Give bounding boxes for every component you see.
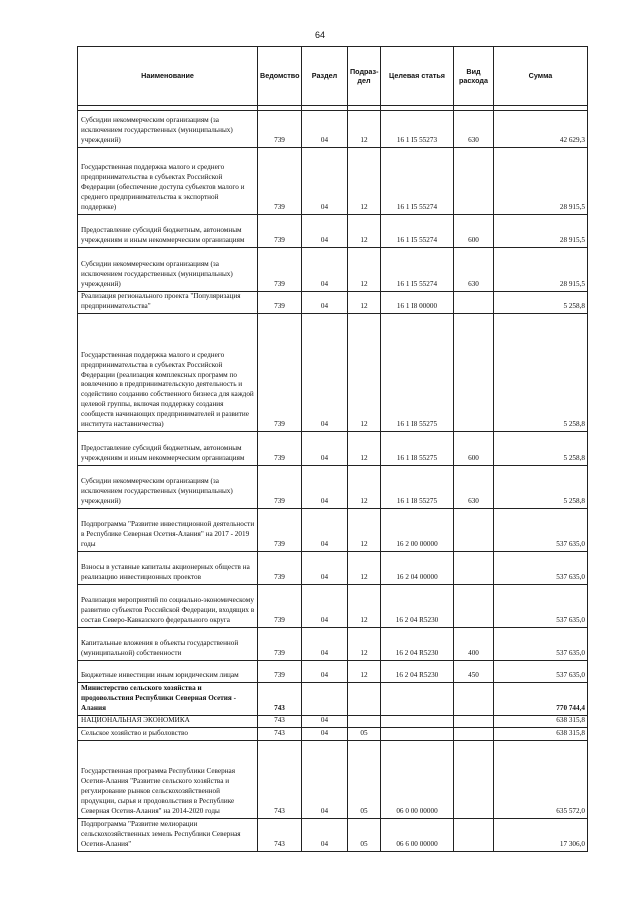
header-name: Наименование bbox=[78, 47, 258, 106]
cell-target-article: 16 1 I8 55275 bbox=[381, 432, 454, 466]
cell-sum: 5 258,8 bbox=[494, 432, 588, 466]
cell-target-article: 16 1 I5 55274 bbox=[381, 215, 454, 248]
cell-vedomstvo: 739 bbox=[258, 292, 302, 314]
cell-sum: 537 635,0 bbox=[494, 628, 588, 661]
cell-vedomstvo: 739 bbox=[258, 466, 302, 509]
table-row bbox=[78, 552, 588, 585]
cell-vedomstvo: 743 bbox=[258, 716, 302, 728]
table-row bbox=[78, 819, 588, 852]
cell-podrazdel: 05 bbox=[348, 728, 381, 741]
cell-vedomstvo: 739 bbox=[258, 314, 302, 432]
table-row bbox=[78, 148, 588, 215]
cell-expense-type bbox=[454, 585, 494, 628]
cell-sum: 537 635,0 bbox=[494, 585, 588, 628]
cell-podrazdel: 12 bbox=[348, 509, 381, 552]
cell-podrazdel: 12 bbox=[348, 432, 381, 466]
cell-expense-type: 630 bbox=[454, 248, 494, 292]
cell-expense-type: 600 bbox=[454, 432, 494, 466]
cell-sum: 17 306,0 bbox=[494, 819, 588, 852]
cell-vedomstvo: 739 bbox=[258, 432, 302, 466]
cell-podrazdel: 12 bbox=[348, 585, 381, 628]
table-row bbox=[78, 466, 588, 509]
cell-sum: 5 258,8 bbox=[494, 466, 588, 509]
cell-vedomstvo: 739 bbox=[258, 111, 302, 148]
cell-expense-type: 630 bbox=[454, 466, 494, 509]
cell-target-article bbox=[381, 683, 454, 716]
cell-vedomstvo: 739 bbox=[258, 148, 302, 215]
cell-expense-type bbox=[454, 314, 494, 432]
cell-vedomstvo: 739 bbox=[258, 661, 302, 683]
cell-name: Предоставление субсидий бюджетным, автономным учреждениям и иным некоммерческим организациям bbox=[78, 215, 258, 248]
cell-expense-type bbox=[454, 148, 494, 215]
cell-podrazdel: 05 bbox=[348, 819, 381, 852]
cell-name: Подпрограмма "Развитие инвестиционной деятельности в Республике Северная Осетия-Алания" на 2017 - 2019 годы bbox=[78, 509, 258, 552]
cell-sum: 638 315,8 bbox=[494, 716, 588, 728]
cell-name: Министерство сельского хозяйства и продовольствия Республики Северная Осетия - Алания bbox=[78, 683, 258, 716]
cell-name: Государственная программа Республики Северная Осетия-Алания "Развитие сельского хозяйства и регулирование рынков сельскохозяйственной продукции, сырья и продовольствия в Республике Северная Осетия-Алания" на 2014-2020 годы bbox=[78, 741, 258, 819]
cell-sum: 5 258,8 bbox=[494, 314, 588, 432]
header-target-article: Целевая статья bbox=[381, 47, 454, 106]
cell-podrazdel: 12 bbox=[348, 466, 381, 509]
cell-razdel: 04 bbox=[302, 314, 348, 432]
header-vedomstvo: Ведомство bbox=[258, 47, 302, 106]
cell-vedomstvo: 739 bbox=[258, 509, 302, 552]
cell-expense-type bbox=[454, 552, 494, 585]
cell-vedomstvo: 739 bbox=[258, 628, 302, 661]
cell-razdel bbox=[302, 683, 348, 716]
cell-expense-type bbox=[454, 716, 494, 728]
cell-expense-type bbox=[454, 741, 494, 819]
cell-vedomstvo: 739 bbox=[258, 248, 302, 292]
header-sum: Сумма bbox=[494, 47, 588, 106]
cell-name: Подпрограмма "Развитие мелиорации сельскохозяйственных земель Республики Северная Осетия-Алания" bbox=[78, 819, 258, 852]
cell-razdel: 04 bbox=[302, 728, 348, 741]
cell-vedomstvo: 743 bbox=[258, 741, 302, 819]
cell-target-article: 06 0 00 00000 bbox=[381, 741, 454, 819]
cell-podrazdel: 05 bbox=[348, 741, 381, 819]
cell-target-article: 16 1 I8 55275 bbox=[381, 314, 454, 432]
table-body bbox=[78, 111, 588, 852]
table-row bbox=[78, 314, 588, 432]
cell-razdel: 04 bbox=[302, 248, 348, 292]
header-expense-type: Вид расхода bbox=[454, 47, 494, 106]
cell-expense-type bbox=[454, 728, 494, 741]
table-row bbox=[78, 215, 588, 248]
cell-sum: 42 629,3 bbox=[494, 111, 588, 148]
cell-target-article: 16 1 I5 55274 bbox=[381, 148, 454, 215]
cell-name: Субсидии некоммерческим организациям (за исключением государственных (муниципальных) учреждений) bbox=[78, 248, 258, 292]
cell-razdel: 04 bbox=[302, 509, 348, 552]
cell-name: Бюджетные инвестиции иным юридическим лицам bbox=[78, 661, 258, 683]
cell-expense-type bbox=[454, 292, 494, 314]
cell-sum: 537 635,0 bbox=[494, 552, 588, 585]
cell-podrazdel: 12 bbox=[348, 148, 381, 215]
table-row bbox=[78, 716, 588, 728]
cell-name: Субсидии некоммерческим организациям (за исключением государственных (муниципальных) учреждений) bbox=[78, 111, 258, 148]
table-row bbox=[78, 432, 588, 466]
cell-name: Государственная поддержка малого и среднего предпринимательства в субъектах Российской Федерации (обеспечение доступа субъектов малого и среднего предпринимательства к экспортной поддержке) bbox=[78, 148, 258, 215]
cell-target-article: 16 2 04 R5230 bbox=[381, 628, 454, 661]
cell-razdel: 04 bbox=[302, 819, 348, 852]
cell-name: Предоставление субсидий бюджетным, автономным учреждениям и иным некоммерческим организациям bbox=[78, 432, 258, 466]
cell-name: Взносы в уставные капиталы акционерных обществ на реализацию инвестиционных проектов bbox=[78, 552, 258, 585]
cell-expense-type: 400 bbox=[454, 628, 494, 661]
cell-podrazdel bbox=[348, 683, 381, 716]
cell-vedomstvo: 743 bbox=[258, 819, 302, 852]
cell-target-article: 16 1 I5 55274 bbox=[381, 248, 454, 292]
cell-expense-type bbox=[454, 683, 494, 716]
cell-sum: 537 635,0 bbox=[494, 509, 588, 552]
cell-sum: 28 915,5 bbox=[494, 248, 588, 292]
table-row bbox=[78, 628, 588, 661]
cell-razdel: 04 bbox=[302, 628, 348, 661]
table-row bbox=[78, 585, 588, 628]
cell-name: Капитальные вложения в объекты государственной (муниципальной) собственности bbox=[78, 628, 258, 661]
table-row bbox=[78, 292, 588, 314]
cell-expense-type: 600 bbox=[454, 215, 494, 248]
cell-expense-type: 630 bbox=[454, 111, 494, 148]
cell-name: Реализация регионального проекта "Популяризация предпринимательства" bbox=[78, 292, 258, 314]
cell-razdel: 04 bbox=[302, 466, 348, 509]
cell-vedomstvo: 743 bbox=[258, 683, 302, 716]
cell-sum: 770 744,4 bbox=[494, 683, 588, 716]
budget-table bbox=[77, 46, 588, 852]
cell-podrazdel: 12 bbox=[348, 248, 381, 292]
cell-target-article: 16 1 I8 55275 bbox=[381, 466, 454, 509]
cell-sum: 5 258,8 bbox=[494, 292, 588, 314]
cell-target-article: 16 1 I8 00000 bbox=[381, 292, 454, 314]
cell-target-article: 06 6 00 00000 bbox=[381, 819, 454, 852]
cell-podrazdel: 12 bbox=[348, 215, 381, 248]
cell-expense-type: 450 bbox=[454, 661, 494, 683]
header-podrazdel: Подраз-дел bbox=[348, 47, 381, 106]
cell-razdel: 04 bbox=[302, 432, 348, 466]
cell-target-article bbox=[381, 716, 454, 728]
table-row bbox=[78, 728, 588, 741]
cell-podrazdel: 12 bbox=[348, 292, 381, 314]
cell-podrazdel: 12 bbox=[348, 111, 381, 148]
cell-name: Реализация мероприятий по социально-экономическому развитию субъектов Российской Федерации, входящих в состав Северо-Кавказского федерального округа bbox=[78, 585, 258, 628]
cell-razdel: 04 bbox=[302, 292, 348, 314]
cell-target-article: 16 1 I5 55273 bbox=[381, 111, 454, 148]
table-header-row bbox=[78, 47, 588, 106]
table-row bbox=[78, 683, 588, 716]
cell-sum: 638 315,8 bbox=[494, 728, 588, 741]
cell-expense-type bbox=[454, 819, 494, 852]
cell-target-article: 16 2 04 00000 bbox=[381, 552, 454, 585]
cell-razdel: 04 bbox=[302, 741, 348, 819]
cell-name: НАЦИОНАЛЬНАЯ ЭКОНОМИКА bbox=[78, 716, 258, 728]
cell-sum: 635 572,0 bbox=[494, 741, 588, 819]
table-row bbox=[78, 111, 588, 148]
cell-razdel: 04 bbox=[302, 716, 348, 728]
cell-razdel: 04 bbox=[302, 661, 348, 683]
cell-name: Субсидии некоммерческим организациям (за исключением государственных (муниципальных) учреждений) bbox=[78, 466, 258, 509]
cell-razdel: 04 bbox=[302, 148, 348, 215]
cell-podrazdel: 12 bbox=[348, 314, 381, 432]
cell-target-article: 16 2 04 R5230 bbox=[381, 585, 454, 628]
cell-vedomstvo: 739 bbox=[258, 552, 302, 585]
cell-sum: 28 915,5 bbox=[494, 148, 588, 215]
cell-vedomstvo: 743 bbox=[258, 728, 302, 741]
table-row bbox=[78, 661, 588, 683]
cell-target-article: 16 2 00 00000 bbox=[381, 509, 454, 552]
cell-podrazdel: 12 bbox=[348, 552, 381, 585]
table-row bbox=[78, 741, 588, 819]
cell-razdel: 04 bbox=[302, 585, 348, 628]
cell-razdel: 04 bbox=[302, 111, 348, 148]
cell-target-article: 16 2 04 R5230 bbox=[381, 661, 454, 683]
page-number: 64 bbox=[314, 30, 325, 40]
cell-target-article bbox=[381, 728, 454, 741]
cell-name: Сельское хозяйство и рыболовство bbox=[78, 728, 258, 741]
cell-sum: 537 635,0 bbox=[494, 661, 588, 683]
cell-sum: 28 915,5 bbox=[494, 215, 588, 248]
cell-podrazdel: 12 bbox=[348, 628, 381, 661]
cell-razdel: 04 bbox=[302, 215, 348, 248]
header-razdel: Раздел bbox=[302, 47, 348, 106]
table-row bbox=[78, 509, 588, 552]
cell-razdel: 04 bbox=[302, 552, 348, 585]
cell-name: Государственная поддержка малого и среднего предпринимательства в субъектах Российской Федерации (реализация комплексных программ по вовлечению в предпринимательскую деятельность и содействию созданию собственного бизнеса для каждой целевой группы, включая поддержку создания сообществ начинающих предпринимателей и развитие института наставничества) bbox=[78, 314, 258, 432]
table-row bbox=[78, 248, 588, 292]
cell-podrazdel: 12 bbox=[348, 661, 381, 683]
cell-vedomstvo: 739 bbox=[258, 215, 302, 248]
cell-vedomstvo: 739 bbox=[258, 585, 302, 628]
cell-podrazdel bbox=[348, 716, 381, 728]
cell-expense-type bbox=[454, 509, 494, 552]
